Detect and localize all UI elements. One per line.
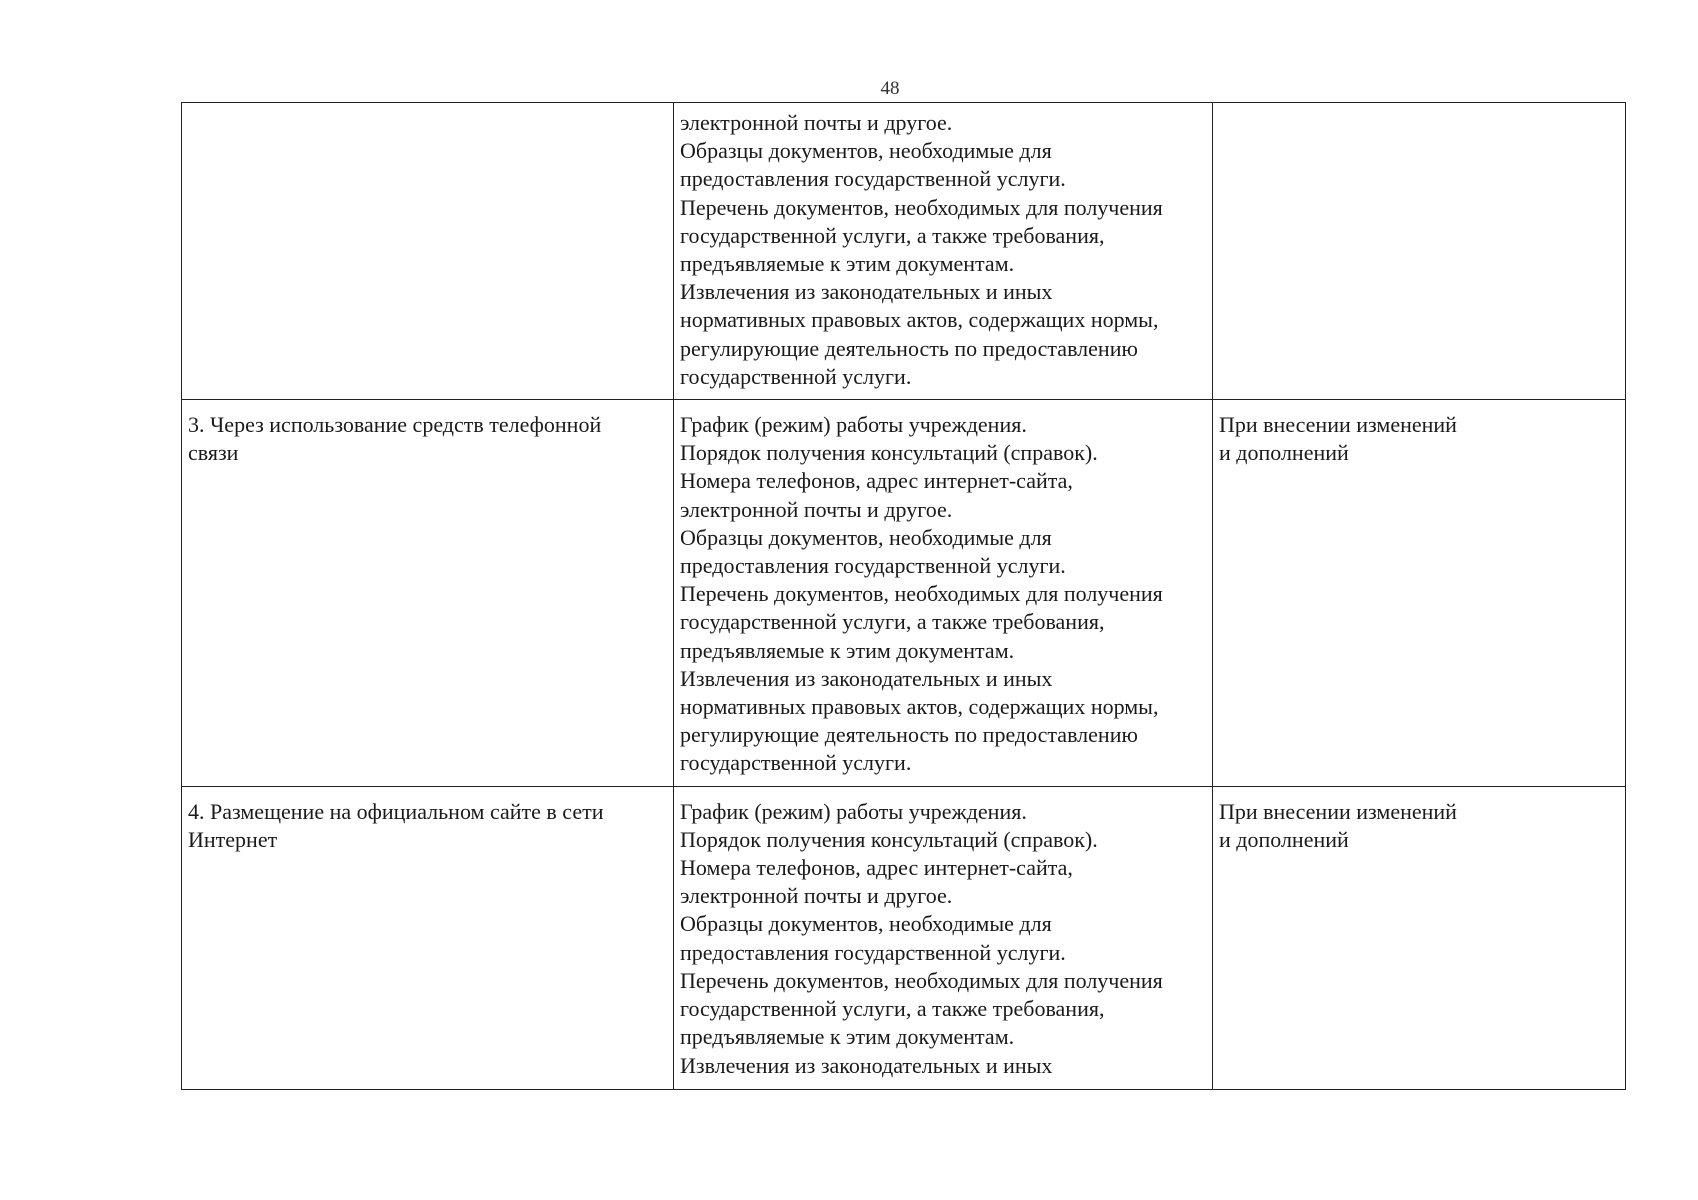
text-line: государственной услуги. [680,750,912,776]
text-line: нормативных правовых актов, содержащих нормы, [680,307,1159,333]
text-line: При внесении изменений [1219,798,1457,824]
text-line: предъявляемые к этим документам. [680,637,1015,663]
text-line: Номера телефонов, адрес интернет-сайта, [680,468,1073,494]
channel-cell [182,786,674,1089]
text-line: График (режим) работы учреждения. [680,798,1027,824]
table-row [182,400,1626,787]
information-table [181,102,1626,1090]
text-line: Перечень документов, необходимых для получения [680,967,1163,993]
text-line: государственной услуги. [680,363,912,389]
text-line: Перечень документов, необходимых для получения [680,581,1163,607]
content-cell [674,786,1213,1089]
text-line: Извлечения из законодательных и иных [680,279,1053,305]
text-line: Образцы документов, необходимые для [680,138,1052,164]
text-line: предоставления государственной услуги. [680,553,1066,579]
text-line: предъявляемые к этим документам. [680,251,1015,277]
text-line: нормативных правовых актов, содержащих нормы, [680,694,1159,720]
content-cell [674,400,1213,787]
text-line: Порядок получения консультаций (справок). [680,440,1098,466]
text-line: электронной почты и другое. [680,496,953,522]
text-line: Извлечения из законодательных и иных [680,1052,1053,1078]
text-line: Номера телефонов, адрес интернет-сайта, [680,855,1073,881]
text-line: электронной почты и другое. [680,110,953,135]
text-line: государственной услуги, а также требования, [680,996,1105,1022]
text-line: Порядок получения консультаций (справок). [680,826,1098,852]
text-line: Извлечения из законодательных и иных [680,665,1053,691]
text-line: предъявляемые к этим документам. [680,1024,1015,1050]
page-number: 48 [880,78,900,99]
text-line: регулирующие деятельность по предоставлению [680,335,1138,361]
text-line: Перечень документов, необходимых для получения [680,194,1163,220]
text-line: государственной услуги, а также требования, [680,222,1105,248]
text-line: 4. Размещение на официальном сайте в сети [188,798,604,824]
channel-cell [182,103,674,400]
text-line: регулирующие деятельность по предоставлению [680,722,1138,748]
text-line: государственной услуги, а также требования, [680,609,1105,635]
text-line: предоставления государственной услуги. [680,166,1066,192]
content-cell [674,103,1213,400]
table-row [182,103,1626,400]
text-line: 3. Через использование средств телефонной [188,412,602,438]
text-line: электронной почты и другое. [680,883,953,909]
text-line: Образцы документов, необходимые для [680,911,1052,937]
channel-cell [182,400,674,787]
text-line: предоставления государственной услуги. [680,939,1066,965]
update-cell [1213,103,1626,400]
update-cell [1213,400,1626,787]
text-line: и дополнений [1219,440,1349,466]
text-line: Образцы документов, необходимые для [680,524,1052,550]
text-line: Интернет [188,826,278,852]
text-line: и дополнений [1219,826,1349,852]
text-line: связи [188,440,239,466]
update-cell [1213,786,1626,1089]
table-row [182,786,1626,1089]
text-line: При внесении изменений [1219,412,1457,438]
text-line: График (режим) работы учреждения. [680,412,1027,438]
